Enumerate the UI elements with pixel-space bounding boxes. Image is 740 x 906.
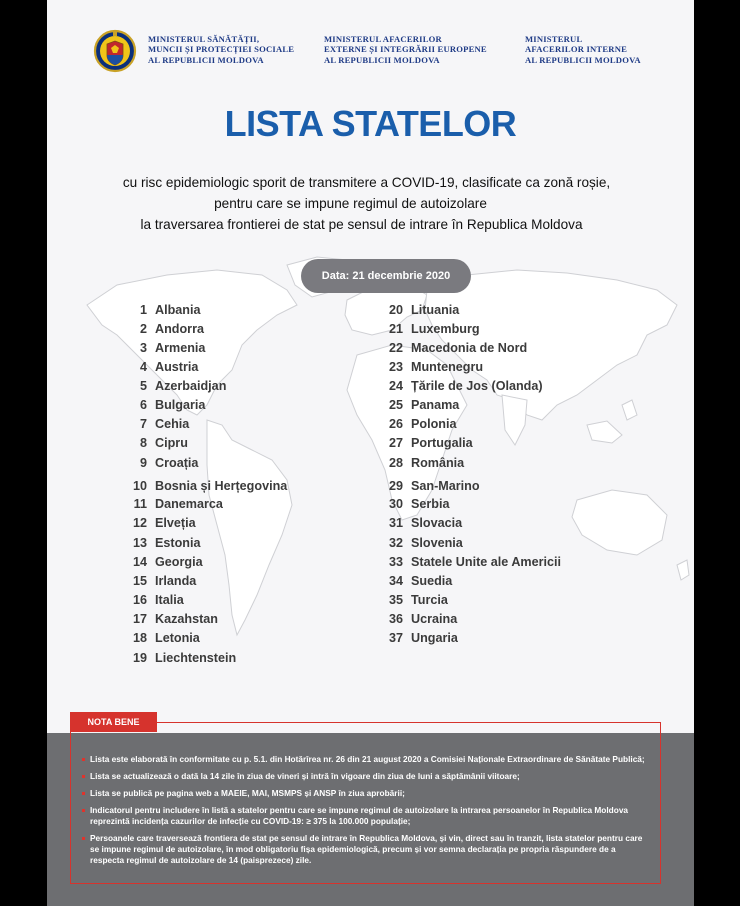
item-number: 35	[388, 593, 403, 607]
item-name: Danemarca	[155, 497, 223, 511]
nota-bene-item: Indicatorul pentru includere în listă a statelor pentru care se impune regimul de autoizolare la intrarea persoanelor în Republica Moldova reprezintă incidența cazurilor de infecție cu COVID-19: ≥ 375 la 100.000 populație;	[82, 805, 647, 827]
list-item	[133, 398, 205, 412]
item-name: Bosnia și Herțegovina	[155, 479, 288, 493]
list-item	[383, 456, 464, 470]
ministry-line: MUNCII ȘI PROTECȚIEI SOCIALE	[148, 44, 295, 55]
list-item	[133, 379, 226, 393]
list-item	[127, 536, 201, 550]
item-name: Croația	[155, 456, 199, 470]
list-item	[383, 574, 452, 588]
ministry-line: MINISTERUL	[525, 34, 583, 44]
item-name: Albania	[155, 303, 201, 317]
item-number: 23	[388, 360, 403, 374]
nota-bene-label: NOTA BENE	[70, 712, 157, 732]
ministry-line: AL REPUBLICII MOLDOVA	[148, 54, 264, 65]
list-item	[383, 497, 450, 511]
list-item	[127, 651, 236, 665]
page-subtitle	[47, 172, 694, 235]
moldova-coat-of-arms-icon	[93, 24, 137, 78]
subtitle-line: pentru care se impune regimul de autoizolare	[214, 196, 487, 211]
ministry-line: AFACERILOR INTERNE	[525, 44, 628, 55]
item-name: România	[411, 456, 465, 470]
list-item	[383, 436, 473, 450]
item-number: 32	[388, 536, 403, 550]
list-item	[383, 631, 458, 645]
item-number: 24	[388, 379, 403, 393]
ministry-line: MINISTERUL SĂNĂTĂȚII,	[148, 34, 260, 44]
item-number: 17	[132, 612, 147, 626]
item-number: 6	[139, 398, 147, 412]
ministry-line: EXTERNE ȘI INTEGRĂRII EUROPENE	[324, 44, 487, 55]
item-name: Andorra	[155, 322, 204, 336]
item-number: 27	[388, 436, 403, 450]
list-item	[127, 612, 218, 626]
item-name: Panama	[411, 398, 460, 412]
item-name: Ungaria	[411, 631, 458, 645]
subtitle-line: la traversarea frontierei de stat pe sensul de intrare în Republica Moldova	[140, 217, 583, 232]
item-name: Estonia	[155, 536, 201, 550]
list-item	[133, 303, 201, 317]
item-number: 20	[388, 303, 403, 317]
list-item	[133, 456, 198, 470]
item-number: 4	[139, 360, 147, 374]
item-number: 19	[132, 651, 147, 665]
item-number: 7	[139, 417, 147, 431]
list-item	[133, 360, 198, 374]
nota-bene-list	[82, 754, 647, 872]
ministry-line: AL REPUBLICII MOLDOVA	[324, 54, 440, 65]
nota-bene-item: Lista se actualizează o dată la 14 zile în ziua de vineri și intră în vigoare din ziua de luni a săptămânii viitoare;	[82, 771, 647, 782]
subtitle-line: cu risc epidemiologic sporit de transmitere a COVID-19, clasificate ca zonă roșie,	[122, 175, 611, 190]
ministry-line: AL REPUBLICII MOLDOVA	[525, 54, 641, 65]
page-title: LISTA STATELOR	[224, 103, 517, 144]
item-name: Slovacia	[411, 516, 463, 530]
nota-bene-item: Persoanele care traversează frontiera de stat pe sensul de intrare în Republica Moldova, și vin, direct sau în tranzit, lista statelor pentru care se impune regimul de autoizolare, în mod obligatoriu fișa epidemiologică, precum și vor semna declarația pe propria răspundere de a respecta regimul de autoizolare de 14 (paisprezece) zile.	[82, 833, 647, 866]
item-name: Statele Unite ale Americii	[411, 555, 562, 569]
list-item	[383, 398, 459, 412]
list-item	[383, 555, 561, 569]
list-item	[383, 417, 456, 431]
item-number: 12	[132, 516, 147, 530]
item-name: Cehia	[155, 417, 190, 431]
item-name: Kazahstan	[155, 612, 218, 626]
item-name: Italia	[155, 593, 184, 607]
list-item	[133, 417, 189, 431]
list-item	[127, 593, 184, 607]
item-name: Georgia	[155, 555, 203, 569]
list-item	[127, 574, 196, 588]
item-number: 33	[388, 555, 403, 569]
item-number: 13	[132, 536, 147, 550]
item-name: Liechtenstein	[155, 651, 237, 665]
item-name: Ucraina	[411, 612, 458, 626]
ministry-health-name	[148, 34, 294, 65]
item-number: 21	[388, 322, 403, 336]
item-number: 25	[388, 398, 403, 412]
item-name: Letonia	[155, 631, 200, 645]
list-item	[383, 479, 480, 493]
item-name: Lituania	[411, 303, 460, 317]
list-item	[383, 516, 462, 530]
nota-bene-item: Lista este elaborată în conformitate cu p. 5.1. din Hotărîrea nr. 26 din 21 august 2020 a Comisiei Naționale Extraordinare de Sănătate Publică;	[82, 754, 647, 765]
item-number: 26	[388, 417, 403, 431]
item-number: 18	[132, 631, 147, 645]
item-number: 29	[388, 479, 403, 493]
list-item	[133, 436, 188, 450]
item-name: Armenia	[155, 341, 206, 355]
item-name: Austria	[155, 360, 199, 374]
item-name: Serbia	[411, 497, 450, 511]
document-page	[47, 0, 694, 906]
list-item	[383, 360, 483, 374]
list-item	[383, 379, 543, 393]
list-item	[127, 555, 203, 569]
item-number: 28	[388, 456, 403, 470]
item-number: 36	[388, 612, 403, 626]
item-number: 11	[133, 497, 147, 511]
item-name: San-Marino	[411, 479, 480, 493]
item-name: Țările de Jos (Olanda)	[411, 379, 543, 393]
list-item	[133, 322, 204, 336]
item-name: Azerbaidjan	[155, 379, 227, 393]
item-name: Turcia	[411, 593, 448, 607]
item-number: 31	[388, 516, 403, 530]
item-number: 37	[388, 631, 403, 645]
item-number: 5	[139, 379, 147, 393]
item-name: Polonia	[411, 417, 457, 431]
item-name: Slovenia	[411, 536, 463, 550]
item-name: Muntenegru	[411, 360, 484, 374]
ministry-foreign-affairs-name	[324, 34, 487, 65]
list-item	[127, 631, 200, 645]
header	[47, 0, 694, 80]
ministry-line: MINISTERUL AFACERILOR	[324, 34, 442, 44]
item-name: Irlanda	[155, 574, 197, 588]
item-number: 15	[132, 574, 147, 588]
list-item	[383, 536, 463, 550]
item-name: Suedia	[411, 574, 453, 588]
item-number: 16	[132, 593, 147, 607]
item-name: Cipru	[155, 436, 188, 450]
item-number: 10	[132, 479, 147, 493]
date-badge: Data: 21 decembrie 2020	[301, 259, 471, 293]
list-item	[383, 322, 480, 336]
item-name: Portugalia	[411, 436, 473, 450]
item-number: 22	[388, 341, 403, 355]
item-number: 2	[139, 322, 147, 336]
item-number: 34	[388, 574, 403, 588]
item-number: 3	[139, 341, 147, 355]
list-item	[127, 479, 287, 493]
ministry-internal-affairs-name	[525, 34, 641, 65]
item-number: 9	[139, 456, 147, 470]
list-item	[383, 593, 448, 607]
list-item	[133, 341, 205, 355]
list-item	[383, 303, 459, 317]
item-name: Bulgaria	[155, 398, 206, 412]
item-name: Macedonia de Nord	[411, 341, 528, 355]
item-number: 1	[139, 303, 147, 317]
item-name: Luxemburg	[411, 322, 480, 336]
item-number: 14	[132, 555, 147, 569]
list-item	[127, 497, 223, 511]
list-item	[127, 516, 196, 530]
list-item	[383, 612, 457, 626]
nota-bene-item: Lista se publică pe pagina web a MAEIE, MAI, MSMPS și ANSP în ziua aprobării;	[82, 788, 647, 799]
list-item	[383, 341, 527, 355]
item-number: 30	[388, 497, 403, 511]
item-number: 8	[139, 436, 147, 450]
item-name: Elveția	[155, 516, 196, 530]
